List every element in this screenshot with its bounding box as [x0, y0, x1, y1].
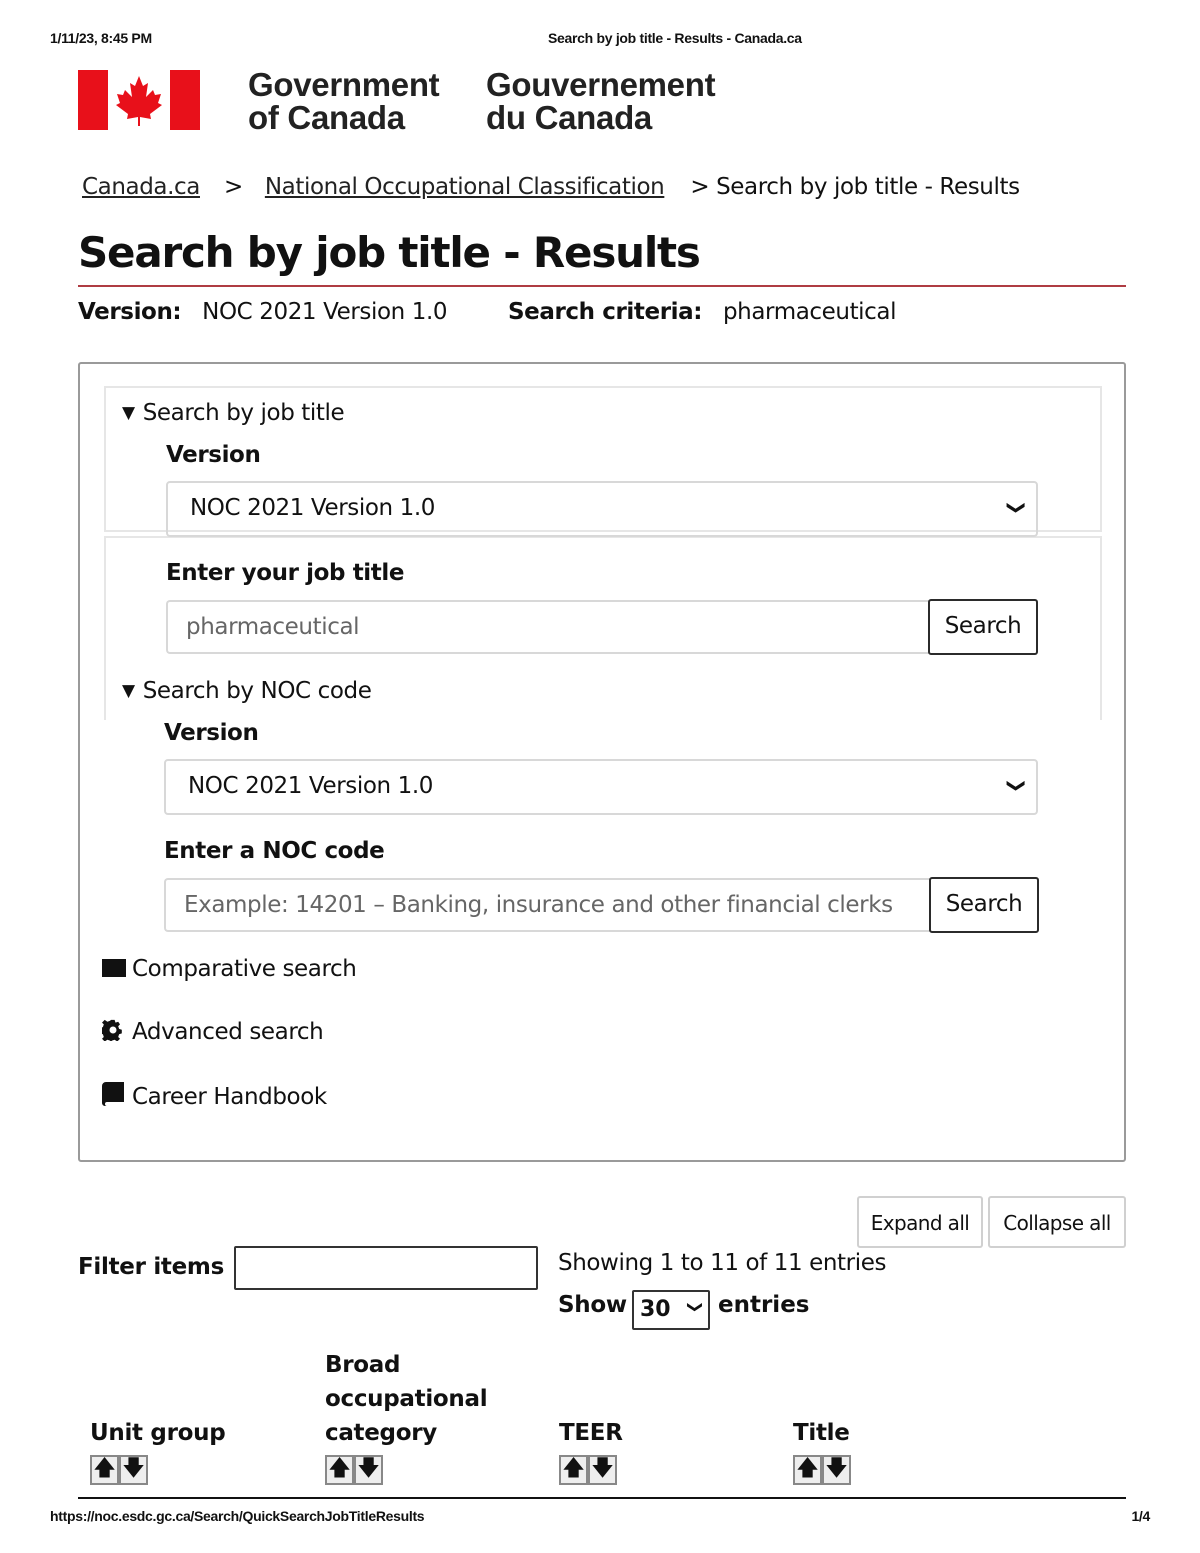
print-url: https://noc.esdc.gc.ca/Search/QuickSearchJobTitleResults [50, 1508, 425, 1524]
noc-search-button[interactable]: Search [929, 877, 1039, 933]
breadcrumb-link-noc[interactable]: National Occupational Classification [264, 174, 665, 200]
gc-signature[interactable] [78, 66, 778, 136]
page-title: Search by job title - Results [78, 228, 700, 277]
breadcrumb-link-canada[interactable]: Canada.ca [82, 174, 200, 200]
maple-leaf-icon [110, 72, 168, 128]
print-doc-title: Search by job title - Results - Canada.ca [548, 30, 802, 46]
criteria-meta [508, 299, 896, 325]
filter-input[interactable] [234, 1246, 538, 1290]
career-handbook-link[interactable]: Career Handbook [102, 1082, 327, 1110]
breadcrumb-current: > Search by job title - Results [690, 174, 1020, 200]
title-underline [78, 285, 1126, 287]
sort-controls-unit-group [90, 1455, 148, 1485]
filter-label: Filter items [78, 1254, 224, 1280]
chevron-down-icon: ❯ [1006, 778, 1028, 793]
version-meta-value: NOC 2021 Version 1.0 [202, 299, 448, 325]
print-footer [50, 1508, 1150, 1526]
sort-descending-icon[interactable]: 🡇 [588, 1455, 617, 1485]
job-title-search-button[interactable]: Search [928, 599, 1038, 655]
gear-icon [102, 1019, 126, 1039]
noc-version-select[interactable]: NOC 2021 Version 1.0 ❯ [164, 759, 1038, 815]
triangle-down-icon: ▼ [122, 681, 135, 701]
job-title-input-label: Enter your job title [166, 560, 405, 586]
sort-controls-broad-category [325, 1455, 383, 1485]
criteria-meta-value: pharmaceutical [722, 299, 897, 325]
noc-code-summary[interactable]: ▼ Search by NOC code [122, 678, 372, 704]
sort-descending-icon[interactable]: 🡇 [822, 1455, 851, 1485]
triangle-down-icon: ▼ [122, 403, 135, 423]
show-label: Show [558, 1292, 627, 1318]
print-datetime: 1/11/23, 8:45 PM [50, 30, 152, 46]
sort-ascending-icon[interactable]: 🡅 [325, 1455, 354, 1485]
print-header [50, 30, 1150, 48]
comparative-search-link[interactable]: Comparative search [102, 956, 356, 982]
gov-name-fr: Gouvernement du Canada [486, 66, 716, 136]
noc-version-label: Version [164, 720, 259, 746]
collapse-all-button[interactable]: Collapse all [988, 1196, 1126, 1248]
search-panel [78, 362, 1126, 1162]
chevron-down-icon: ❯ [686, 1300, 705, 1314]
breadcrumb [82, 174, 1020, 200]
table-header-rule [78, 1497, 1126, 1499]
entries-label: entries [718, 1292, 810, 1318]
print-page-number: 1/4 [1131, 1508, 1150, 1524]
column-header-title: Title [793, 1420, 850, 1446]
noc-input-label: Enter a NOC code [164, 838, 385, 864]
showing-entries-text: Showing 1 to 11 of 11 entries [558, 1250, 887, 1276]
entries-per-page-select[interactable]: 30 ❯ [632, 1290, 710, 1330]
job-title-version-label: Version [166, 442, 261, 468]
expand-all-button[interactable]: Expand all [857, 1196, 983, 1248]
advanced-search-link[interactable]: Advanced search [102, 1019, 323, 1045]
version-meta-label: Version: [78, 299, 182, 325]
canada-flag-icon [78, 70, 200, 130]
breadcrumb-separator: > [223, 174, 243, 200]
sort-ascending-icon[interactable]: 🡅 [90, 1455, 119, 1485]
sort-descending-icon[interactable]: 🡇 [354, 1455, 383, 1485]
sort-controls-teer [559, 1455, 617, 1485]
job-title-summary[interactable]: ▼ Search by job title [122, 400, 345, 426]
job-title-version-select[interactable]: NOC 2021 Version 1.0 ❯ [166, 481, 1038, 537]
book-icon [102, 1082, 126, 1102]
columns-icon [102, 958, 126, 978]
column-header-broad-category: Broad occupational category [325, 1352, 488, 1446]
chevron-down-icon: ❯ [1006, 500, 1028, 515]
gov-name-en: Government of Canada [248, 66, 440, 136]
job-title-input[interactable]: pharmaceutical [166, 600, 930, 654]
sort-ascending-icon[interactable]: 🡅 [793, 1455, 822, 1485]
sort-controls-title [793, 1455, 851, 1485]
criteria-meta-label: Search criteria: [508, 299, 703, 325]
sort-ascending-icon[interactable]: 🡅 [559, 1455, 588, 1485]
sort-descending-icon[interactable]: 🡇 [119, 1455, 148, 1485]
column-header-unit-group: Unit group [90, 1420, 226, 1446]
version-meta [78, 299, 447, 325]
column-header-teer: TEER [559, 1420, 623, 1446]
noc-code-input[interactable]: Example: 14201 – Banking, insurance and other financial clerks [164, 878, 930, 932]
